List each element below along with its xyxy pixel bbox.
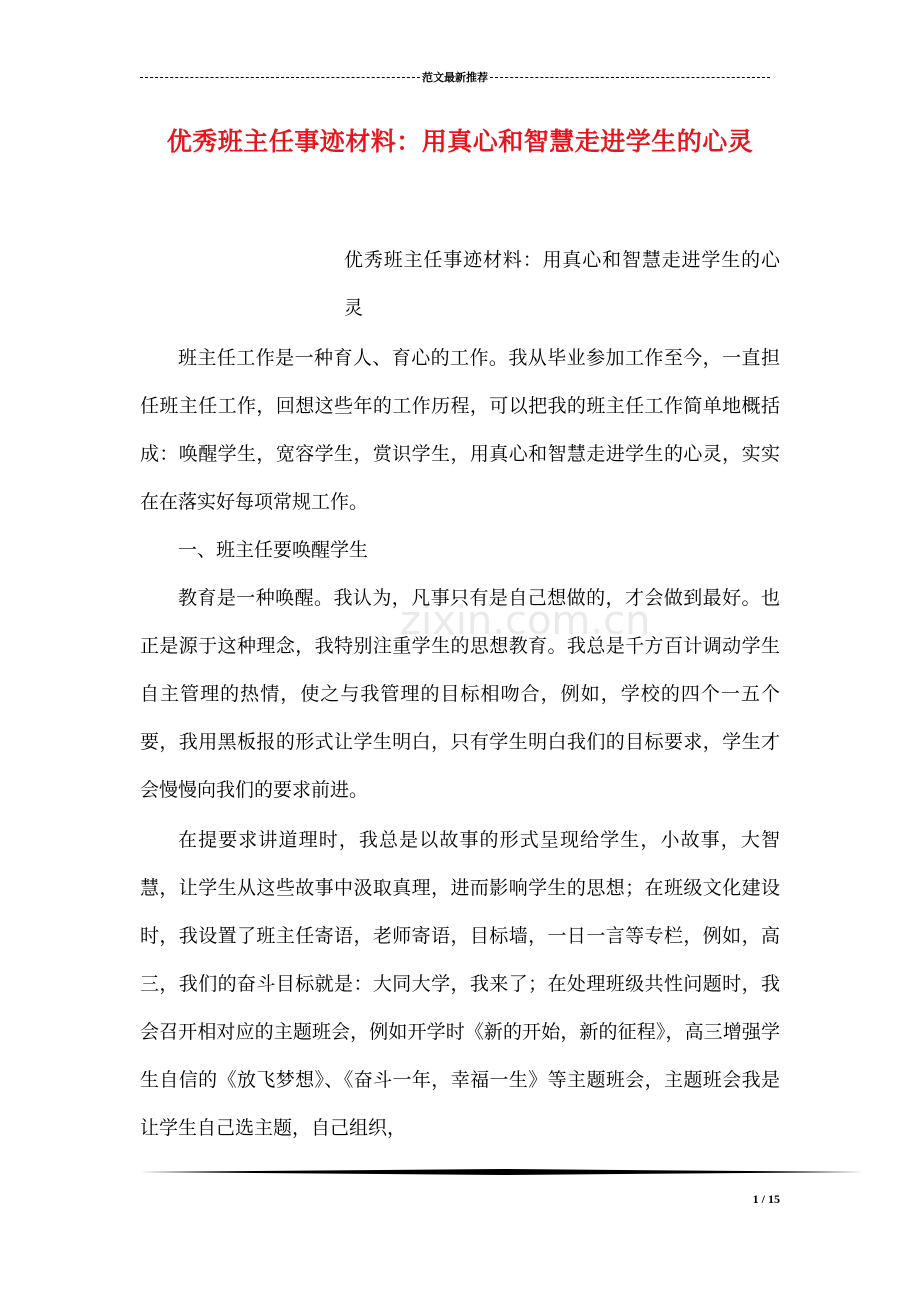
paragraph-stories: 在提要求讲道理时，我总是以故事的形式呈现给学生，小故事，大智慧，让学生从这些故事中汲取真理，进而影响学生的思想；在班级文化建设时，我设置了班主任寄语，老师寄语，目标墙，一日一言等专栏，例如，高三，我们的奋斗目标就是：大同大学，我来了；在处理班级共性问题时，我会召开相对应的主题班会，例如开学时《新的开始，新的征程》，高三增强学生自信的《放飞梦想》、《奋斗一年，幸福一生》等主题班会，主题班会我是让学生自己选主题，自己组织， (140, 829, 780, 1139)
header-dash-right (490, 77, 770, 78)
paragraph-awaken: 教育是一种唤醒。我认为，凡事只有是自己想做的，才会做到最好。也正是源于这种理念，我特别注重学生的思想教育。我总是千方百计调动学生自主管理的热情，使之与我管理的目标相吻合，例如，学校的四个一五个要，我用黑板报的形式让学生明白，只有学生明白我们的目标要求，学生才会慢慢向我们的要求前进。 (140, 587, 780, 801)
page-number: 1 / 15 (752, 1192, 780, 1206)
page-header (140, 66, 770, 88)
paragraph-intro: 班主任工作是一种育人、育心的工作。我从毕业参加工作至今，一直担任班主任工作，回想这些年的工作历程，可以把我的班主任工作简单地概括成：唤醒学生，宽容学生，赏识学生，用真心和智慧走进学生的心灵，实实在在落实好每项常规工作。 (140, 347, 780, 513)
watermark: zixin.com.cn (400, 598, 651, 644)
section-heading-1: 一、班主任要唤醒学生 (178, 539, 369, 561)
footer-rule (140, 1169, 864, 1175)
header-label: 范文最新推荐 (422, 71, 488, 84)
header-dash-left (140, 77, 420, 78)
document-body (140, 236, 780, 1152)
document-subtitle: 优秀班主任事迹材料：用真心和智慧走进学生的心灵 (344, 249, 780, 319)
document-title: 优秀班主任事迹材料：用真心和智慧走进学生的心灵 (166, 127, 754, 156)
